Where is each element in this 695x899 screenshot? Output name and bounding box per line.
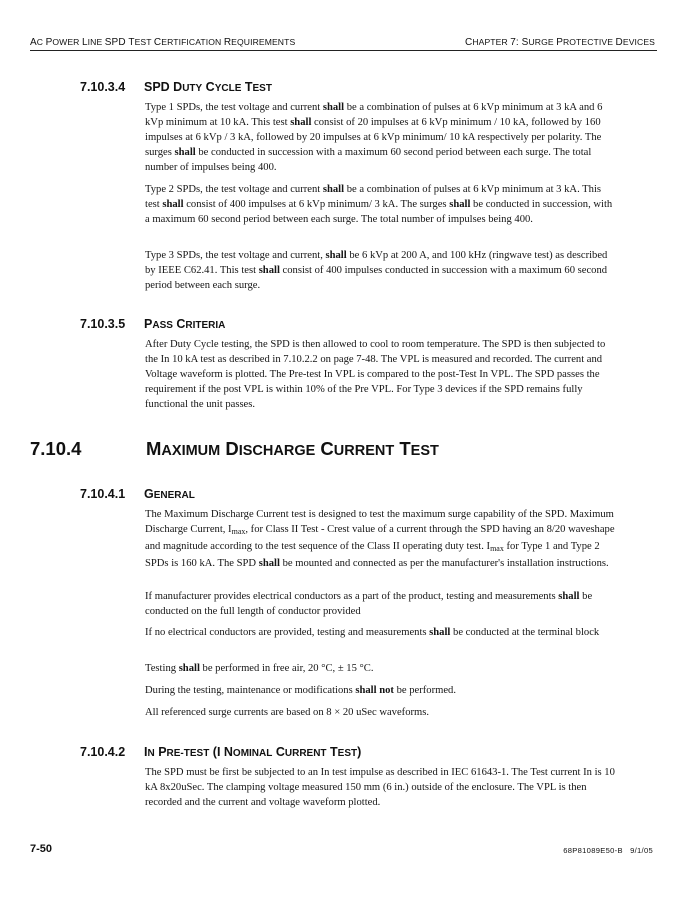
section-number: 7.10.4 (30, 438, 82, 459)
section-number: 7.10.3.5 (80, 317, 126, 331)
paragraph-waveforms: All referenced surge currents are based on 8 × 20 uSec waveforms. (145, 707, 430, 718)
paragraph-free-air: Testing shall be performed in free air, 20 °C, ± 15 °C. (145, 663, 374, 674)
section-title: SPD DUTY CYCLE TEST (144, 80, 272, 94)
section-title: IN PRE-TEST (I NOMINAL CURRENT TEST) (144, 745, 362, 759)
heading-7-10-4 (30, 438, 439, 460)
running-header-left: AC POWER LINE SPD TEST CERTIFICATION REQUIREMENTS (30, 37, 296, 48)
section-title: PASS CRITERIA (144, 317, 226, 331)
section-number: 7.10.3.4 (80, 80, 126, 94)
paragraph-conductors-provided: If manufacturer provides electrical conductors as a part of the product, testing and measurements shall be conducted on the full length of conductor provided (145, 591, 593, 618)
page-number: 7-50 (30, 843, 53, 855)
paragraph-general: The Maximum Discharge Current test is designed to test the maximum surge capability of the SPD. Maximum Discharge Current, $I_{max}$, for Class II Test - Crest value of a current through the SPD having an 8/20 waveshape and magnitude according to the test sequence of the Class II operating duty test. $I_{max}$ for Type 1 and Type 2 SPDs is 160 kA. The SPD shall be mounted and connected as per the manufacturer's installation instructions. (145, 509, 615, 570)
running-header-right: CHAPTER 7: SURGE PROTECTIVE DEVICES (464, 37, 655, 48)
section-title: GENERAL (144, 487, 195, 501)
paragraph-type3-duty-cycle: Type 3 SPDs, the test voltage and current, shall be 6 kVp at 200 A, and 100 kHz (ringwave test) as described by IEEE C62.41. This test shall consist of 400 impulses conducted in succession with a maximum 60 second period between each surge. (145, 250, 608, 292)
paragraph-no-conductors: If no electrical conductors are provided, testing and measurements shall be conducted at the terminal block (145, 627, 600, 638)
section-number: 7.10.4.1 (80, 487, 126, 501)
paragraph-type1-duty-cycle: Type 1 SPDs, the test voltage and current shall be a combination of pulses at 6 kVp minimum at 3 kA and 6 kVp minimum at 10 kA. This test shall consist of 20 impulses at 6 kVp minimum / 10 kA, followed by 160 impulses at 6 kVp / 3 kA, followed by 20 impulses at 6 kVp minimum/ 10 kA respectively per polarity. The surges shall be conducted in succession with a maximum 60 second period between each surge. The total number of impulses being 400. (145, 102, 603, 174)
section-number: 7.10.4.2 (80, 745, 126, 759)
paragraph-in-pretest: The SPD must be first be subjected to an In test impulse as described in IEC 61643-1. The Test current In is 10 kA 8x20uSec. The clamping voltage measured 150 mm (6 in.) outside of the enclosure. The VPL is then recorded and the current and voltage waveform plotted. (145, 767, 615, 809)
section-title: MAXIMUM DISCHARGE CURRENT TEST (146, 438, 439, 459)
paragraph-pass-criteria: After Duty Cycle testing, the SPD is then allowed to cool to room temperature. The SPD is then subjected to the In 10 kA test as described in 7.10.2.2 on page 7-48. The VPL is measured and recorded. The current and Voltage waveform is plotted. The Pre-test In VPL is compared to the post-Test In VPL. The SPD passes the requirement if the post VPL is within 10% of the Pre VPL. For Type 3 devices if the SPD remains fully functional the unit passes. (145, 339, 606, 411)
document-id: 68P81089E50-B 9/1/05 (563, 846, 653, 855)
paragraph-no-maintenance: During the testing, maintenance or modifications shall not be performed. (145, 685, 456, 696)
header-rule (30, 50, 657, 51)
paragraph-type2-duty-cycle: Type 2 SPDs, the test voltage and current shall be a combination of pulses at 6 kVp minimum at 3 kA. This test shall consist of 400 impulses at 6 kVp minimum/ 3 kA. The surges shall be conducted in succession, with a maximum 60 second period between each surge. The total number of impulses being 400. (145, 184, 613, 226)
